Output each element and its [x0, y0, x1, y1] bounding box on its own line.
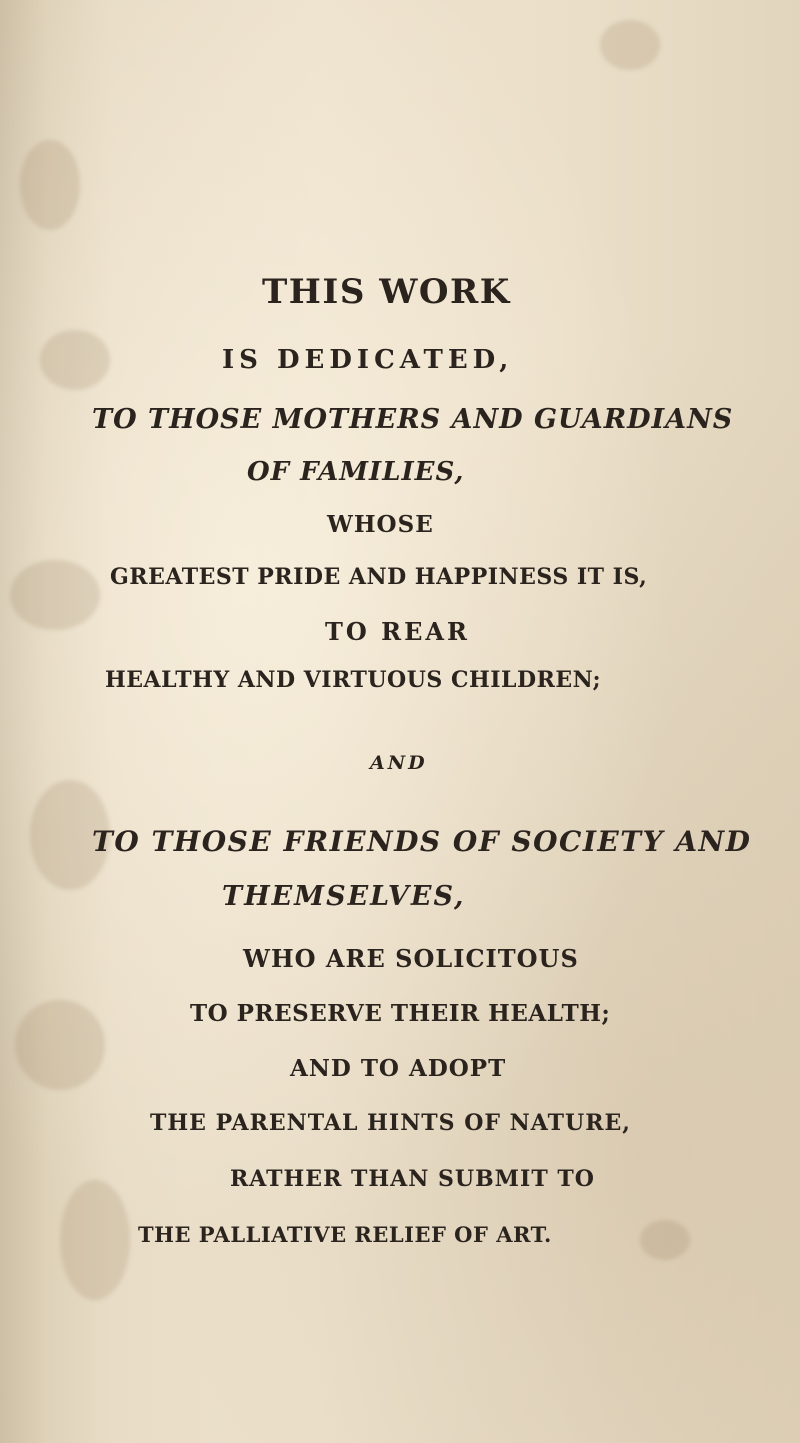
dedication-line-12: WHO ARE SOLICITOUS: [243, 944, 579, 973]
dedication-line-1: THIS WORK: [262, 272, 511, 312]
dedication-line-13: TO PRESERVE THEIR HEALTH;: [190, 1000, 611, 1027]
dedication-line-5: WHOSE: [327, 511, 434, 538]
foxing-spot: [640, 1220, 690, 1260]
dedication-line-11: THEMSELVES,: [222, 881, 466, 912]
dedication-line-4: OF FAMILIES,: [247, 457, 465, 487]
foxing-spot: [15, 1000, 105, 1090]
foxing-spot: [20, 140, 80, 230]
dedication-line-10: TO THOSE FRIENDS OF SOCIETY AND: [92, 825, 752, 858]
foxing-spot: [10, 560, 100, 630]
foxing-spot: [600, 20, 660, 70]
dedication-line-3: TO THOSE MOTHERS AND GUARDIANS: [92, 404, 734, 435]
dedication-line-8: HEALTHY AND VIRTUOUS CHILDREN;: [105, 667, 602, 693]
foxing-spot: [40, 330, 110, 390]
foxing-spot: [60, 1180, 130, 1300]
dedication-line-16: RATHER THAN SUBMIT TO: [230, 1166, 595, 1192]
dedication-line-6: GREATEST PRIDE AND HAPPINESS IT IS,: [110, 564, 648, 590]
dedication-line-14: AND TO ADOPT: [290, 1055, 507, 1082]
dedication-line-9: AND: [370, 752, 428, 774]
dedication-line-2: IS DEDICATED,: [222, 345, 514, 375]
dedication-line-15: THE PARENTAL HINTS OF NATURE,: [150, 1110, 631, 1136]
dedication-line-17: THE PALLIATIVE RELIEF OF ART.: [138, 1222, 552, 1247]
dedication-line-7: TO REAR: [325, 617, 470, 646]
